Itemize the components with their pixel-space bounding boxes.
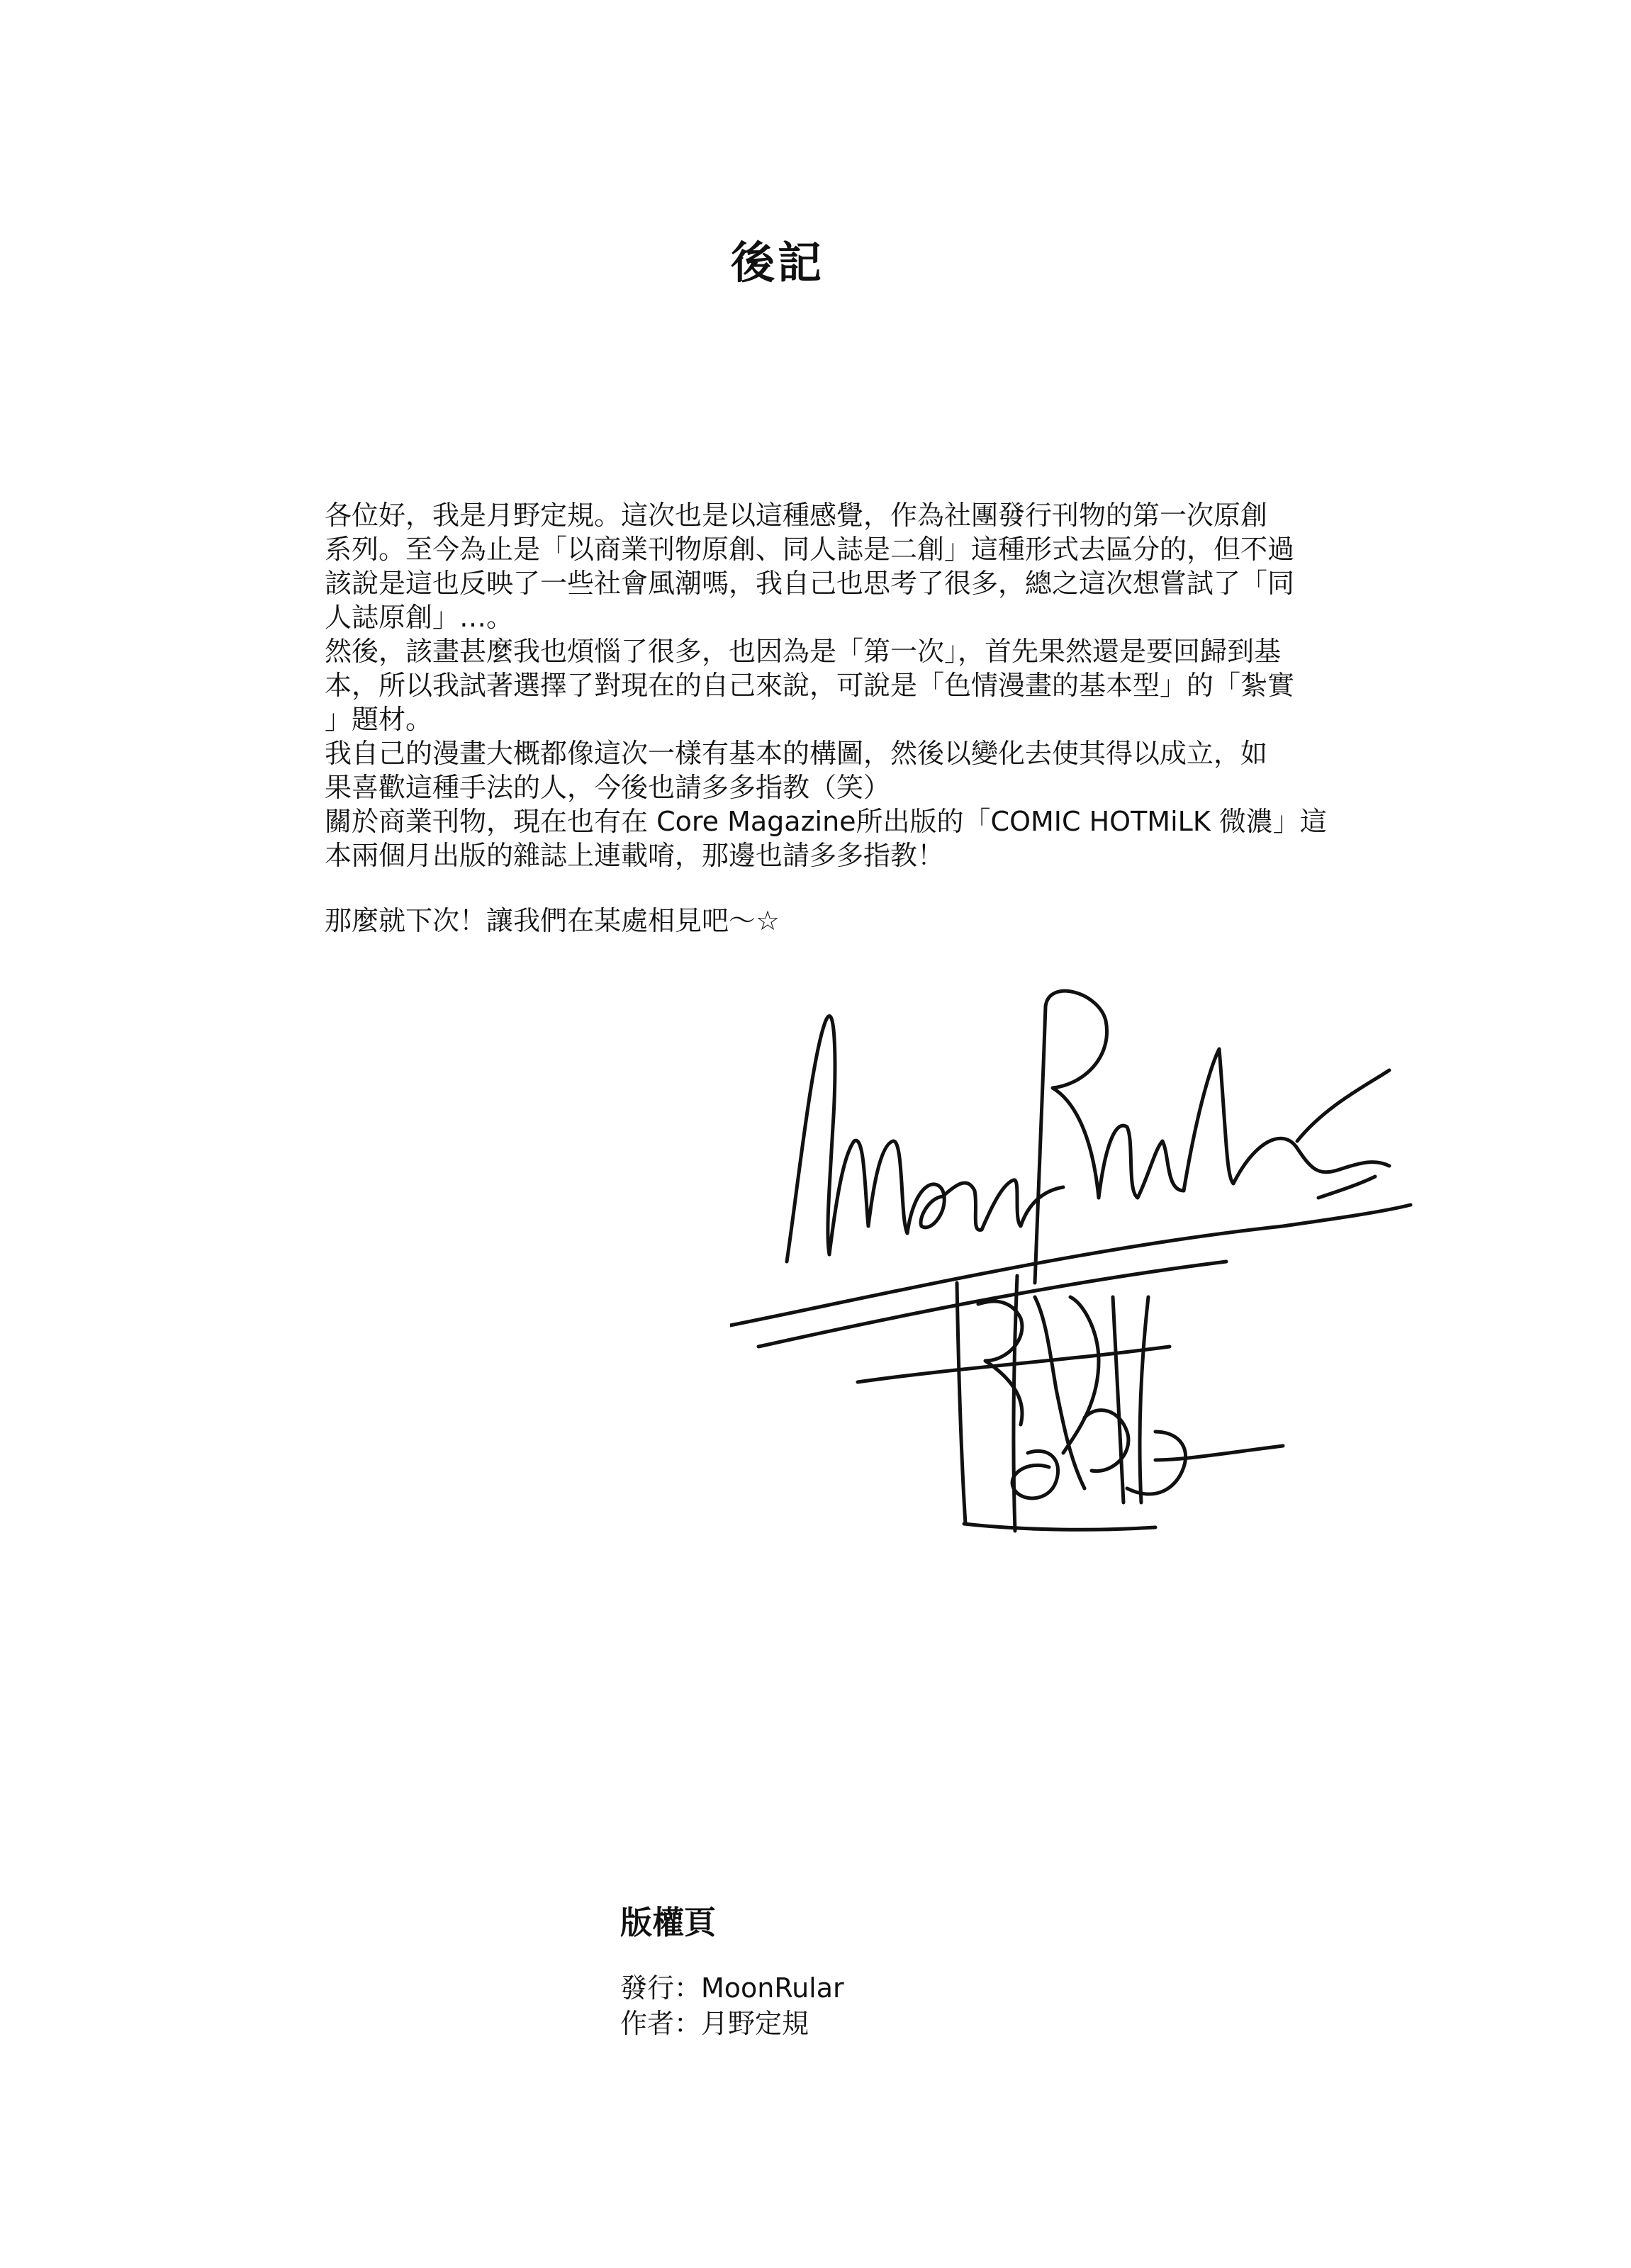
handwritten-signature [730, 964, 1432, 1545]
afterword-line: 果喜歡這種手法的人，今後也請多多指教（笑） [325, 772, 891, 803]
afterword-line: 然後，該畫甚麼我也煩惱了很多，也因為是「第一次」，首先果然還是要回歸到基 [325, 636, 1282, 667]
afterword-closing: 那麼就下次！讓我們在某處相見吧～☆ [325, 905, 780, 936]
afterword-line: 關於商業刊物，現在也有在 Core Magazine所出版的「COMIC HOTMiLK 微濃」這 [325, 806, 1327, 837]
afterword-line: 各位好，我是月野定規。這次也是以這種感覺，作為社團發行刊物的第一次原創 [325, 500, 1268, 531]
author-line: 作者：月野定規 [620, 2008, 809, 2039]
afterword-body [325, 498, 1327, 938]
publisher-line: 發行：MoonRular [620, 1972, 844, 2004]
paragraph-gap [325, 872, 1317, 904]
afterword-line: 系列。至今為止是「以商業刊物原創、同人誌是二創」這種形式去區分的，但不過 [325, 534, 1295, 565]
afterword-title: 後記 [731, 237, 825, 288]
copyright-info [620, 1970, 844, 2041]
afterword-line: 該說是這也反映了一些社會風潮嗎，我自己也思考了很多，總之這次想嘗試了「同 [325, 568, 1295, 599]
afterword-line: 本兩個月出版的雜誌上連載唷，那邊也請多多指教！ [325, 840, 945, 871]
afterword-line: 人誌原創」…。 [325, 602, 514, 633]
copyright-title: 版權頁 [620, 1904, 717, 1941]
afterword-line: 本，所以我試著選擇了對現在的自己來說，可說是「色情漫畫的基本型」的「紮實 [325, 670, 1295, 701]
afterword-line: 」題材。 [325, 704, 433, 735]
afterword-line: 我自己的漫畫大概都像這次一樣有基本的構圖，然後以變化去使其得以成立，如 [325, 738, 1268, 769]
